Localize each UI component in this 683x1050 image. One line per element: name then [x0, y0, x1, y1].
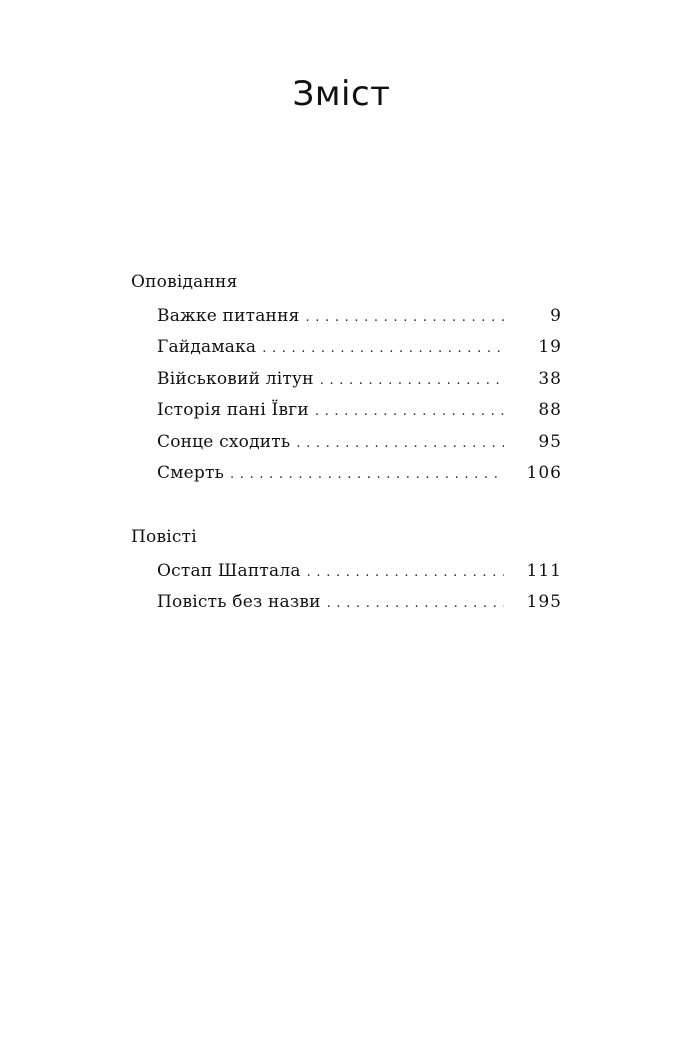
toc-entry [131, 395, 562, 426]
dot-leader [262, 333, 504, 364]
toc-entry-title: Сонце сходить [157, 431, 291, 452]
toc-entry [131, 364, 562, 395]
section-heading: Повісті [131, 527, 197, 547]
toc-entry-page: 9 [550, 306, 562, 326]
dot-leader [306, 302, 504, 333]
dot-leader [230, 459, 504, 490]
toc-list [131, 301, 562, 489]
dot-leader [296, 428, 504, 459]
toc-entry-title: Остап Шаптала [157, 561, 301, 581]
toc-entry-page: 195 [526, 592, 562, 613]
toc-entry [131, 301, 562, 332]
toc-entry-title: Історія пані Ївги [157, 400, 309, 421]
toc-entry-page: 19 [538, 337, 562, 358]
dot-leader [320, 365, 504, 396]
section-heading: Оповідання [131, 272, 238, 292]
toc-entry-title: Важке питання [157, 306, 300, 326]
toc-entry-page: 95 [538, 431, 562, 452]
toc-entry-title: Смерть [157, 462, 225, 483]
toc-entry-title: Повість без назви [157, 592, 321, 613]
toc-entry-page: 38 [538, 368, 562, 389]
toc-list [131, 556, 562, 619]
toc-entry-title: Гайдамака [157, 337, 257, 358]
toc-entry [131, 332, 562, 363]
dot-leader [327, 588, 504, 619]
toc-entry-page: 88 [538, 400, 562, 421]
page-title: Зміст [292, 74, 391, 114]
toc-section-novellas [131, 524, 562, 619]
toc-entry-page: 106 [526, 462, 562, 483]
dot-leader [307, 557, 504, 588]
toc-entry-page: 111 [526, 561, 562, 581]
toc-entry [131, 587, 562, 618]
toc-entry [131, 427, 562, 458]
toc-entry-title: Військовий літун [157, 368, 314, 389]
toc-section-stories [131, 269, 562, 489]
dot-leader [315, 396, 504, 427]
toc-entry [131, 556, 562, 587]
toc-entry [131, 458, 562, 489]
